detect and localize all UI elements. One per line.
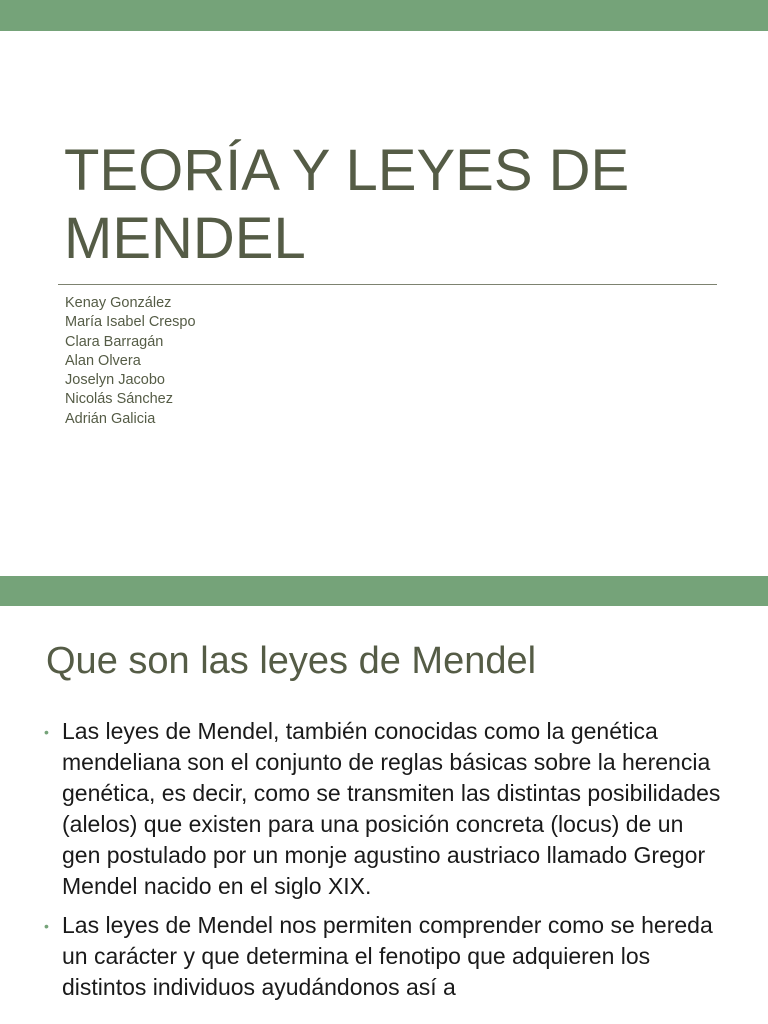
bullet-item: [44, 716, 724, 902]
title-divider: [58, 284, 717, 285]
bullet-list: [44, 716, 724, 1011]
bullet-item: [44, 910, 724, 1003]
slide-title-heading: TEORÍA Y LEYES DE MENDEL: [64, 138, 630, 271]
author-name: Adrián Galicia: [65, 410, 156, 427]
slide-content: [0, 576, 768, 1024]
author-name: María Isabel Crespo: [65, 314, 196, 331]
author-name: Joselyn Jacobo: [65, 372, 165, 389]
author-name: Nicolás Sánchez: [65, 391, 173, 408]
bullet-text: Las leyes de Mendel nos permiten comprender como se hereda un carácter y que determina el fenotipo que adquieren los distintos individuos ayudándonos así a: [62, 912, 713, 1000]
slide-top-bar: [0, 576, 768, 606]
author-name: Clara Barragán: [65, 333, 164, 350]
slide-heading: Que son las leyes de Mendel: [46, 640, 537, 682]
author-name: Alan Olvera: [65, 352, 141, 369]
bullet-dot-icon: •: [44, 918, 49, 934]
author-list: [65, 294, 196, 429]
bullet-text: Las leyes de Mendel, también conocidas como la genética mendeliana son el conjunto de reglas básicas sobre la herencia genética, es decir, como se transmiten las distintas posibilidades (alelos) que existen para una posición concreta (locus) de un gen postulado por un monje agustino austriaco llamado Gregor Mendel nacido en el siglo XIX.: [62, 718, 721, 899]
author-name: Kenay González: [65, 295, 172, 311]
slide-top-bar: [0, 0, 768, 31]
bullet-dot-icon: •: [44, 724, 49, 740]
